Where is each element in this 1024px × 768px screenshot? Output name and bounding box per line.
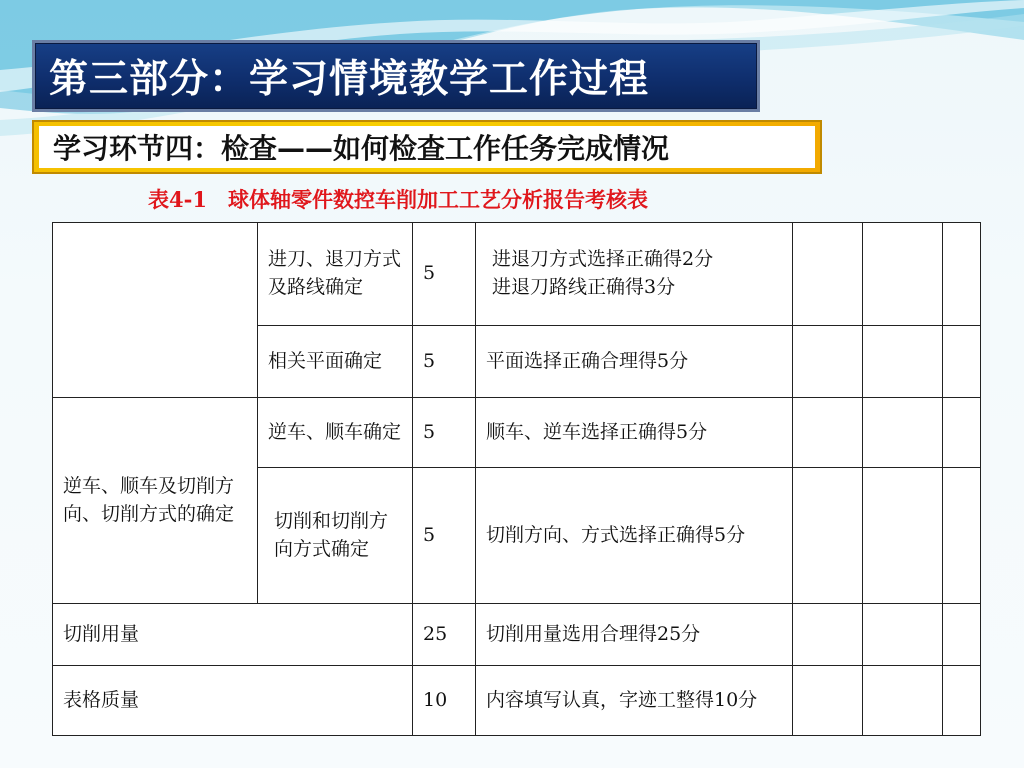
empty-cell bbox=[863, 666, 943, 736]
empty-cell bbox=[793, 666, 863, 736]
content-cell bbox=[258, 468, 413, 604]
empty-cell bbox=[863, 326, 943, 398]
criteria-cell bbox=[476, 223, 793, 326]
empty-cell bbox=[943, 604, 981, 666]
score-cell: 5 bbox=[413, 468, 476, 604]
criteria-line: 进退刀路线正确得3分 bbox=[486, 276, 676, 298]
item-cell bbox=[53, 223, 258, 398]
criteria-cell: 内容填写认真，字迹工整得10分 bbox=[476, 666, 793, 736]
empty-cell bbox=[793, 223, 863, 326]
section-heading: 学习环节四：检查——如何检查工作任务完成情况 bbox=[53, 132, 670, 165]
empty-cell bbox=[863, 604, 943, 666]
empty-cell bbox=[943, 326, 981, 398]
empty-cell bbox=[793, 604, 863, 666]
score-cell: 5 bbox=[413, 326, 476, 398]
criteria-cell: 平面选择正确合理得5分 bbox=[476, 326, 793, 398]
table-row bbox=[53, 223, 981, 326]
empty-cell bbox=[943, 398, 981, 468]
criteria-cell: 切削方向、方式选择正确得5分 bbox=[476, 468, 793, 604]
empty-cell bbox=[863, 223, 943, 326]
item-cell: 逆车、顺车及切削方向、切削方式的确定 bbox=[53, 398, 258, 604]
content-line: 向方式确定 bbox=[268, 537, 370, 560]
score-cell: 5 bbox=[413, 398, 476, 468]
section-banner-inner bbox=[39, 126, 815, 168]
content-line: 切削和切削方 bbox=[268, 509, 389, 532]
empty-cell bbox=[863, 468, 943, 604]
empty-cell bbox=[943, 468, 981, 604]
empty-cell bbox=[863, 398, 943, 468]
item-cell: 切削用量 bbox=[53, 604, 413, 666]
score-cell: 5 bbox=[413, 223, 476, 326]
criteria-cell: 顺车、逆车选择正确得5分 bbox=[476, 398, 793, 468]
empty-cell bbox=[793, 398, 863, 468]
empty-cell bbox=[793, 468, 863, 604]
content-cell: 逆车、顺车确定 bbox=[258, 398, 413, 468]
criteria-line: 进退刀方式选择正确得2分 bbox=[486, 248, 714, 271]
table-row bbox=[53, 666, 981, 736]
section-banner bbox=[32, 120, 822, 174]
item-cell: 表格质量 bbox=[53, 666, 413, 736]
criteria-cell: 切削用量选用合理得25分 bbox=[476, 604, 793, 666]
empty-cell bbox=[943, 223, 981, 326]
content-cell: 相关平面确定 bbox=[258, 326, 413, 398]
table-row bbox=[53, 398, 981, 468]
slide-title: 第三部分：学习情境教学工作过程 bbox=[49, 57, 650, 102]
score-cell: 25 bbox=[413, 604, 476, 666]
table-caption: 表4-1 球体轴零件数控车削加工工艺分析报告考核表 bbox=[148, 187, 648, 212]
empty-cell bbox=[943, 666, 981, 736]
table-row bbox=[53, 604, 981, 666]
score-cell: 10 bbox=[413, 666, 476, 736]
slide-title-bar bbox=[32, 40, 760, 112]
content-cell: 进刀、退刀方式及路线确定 bbox=[258, 223, 413, 326]
empty-cell bbox=[793, 326, 863, 398]
assessment-table bbox=[52, 222, 981, 736]
